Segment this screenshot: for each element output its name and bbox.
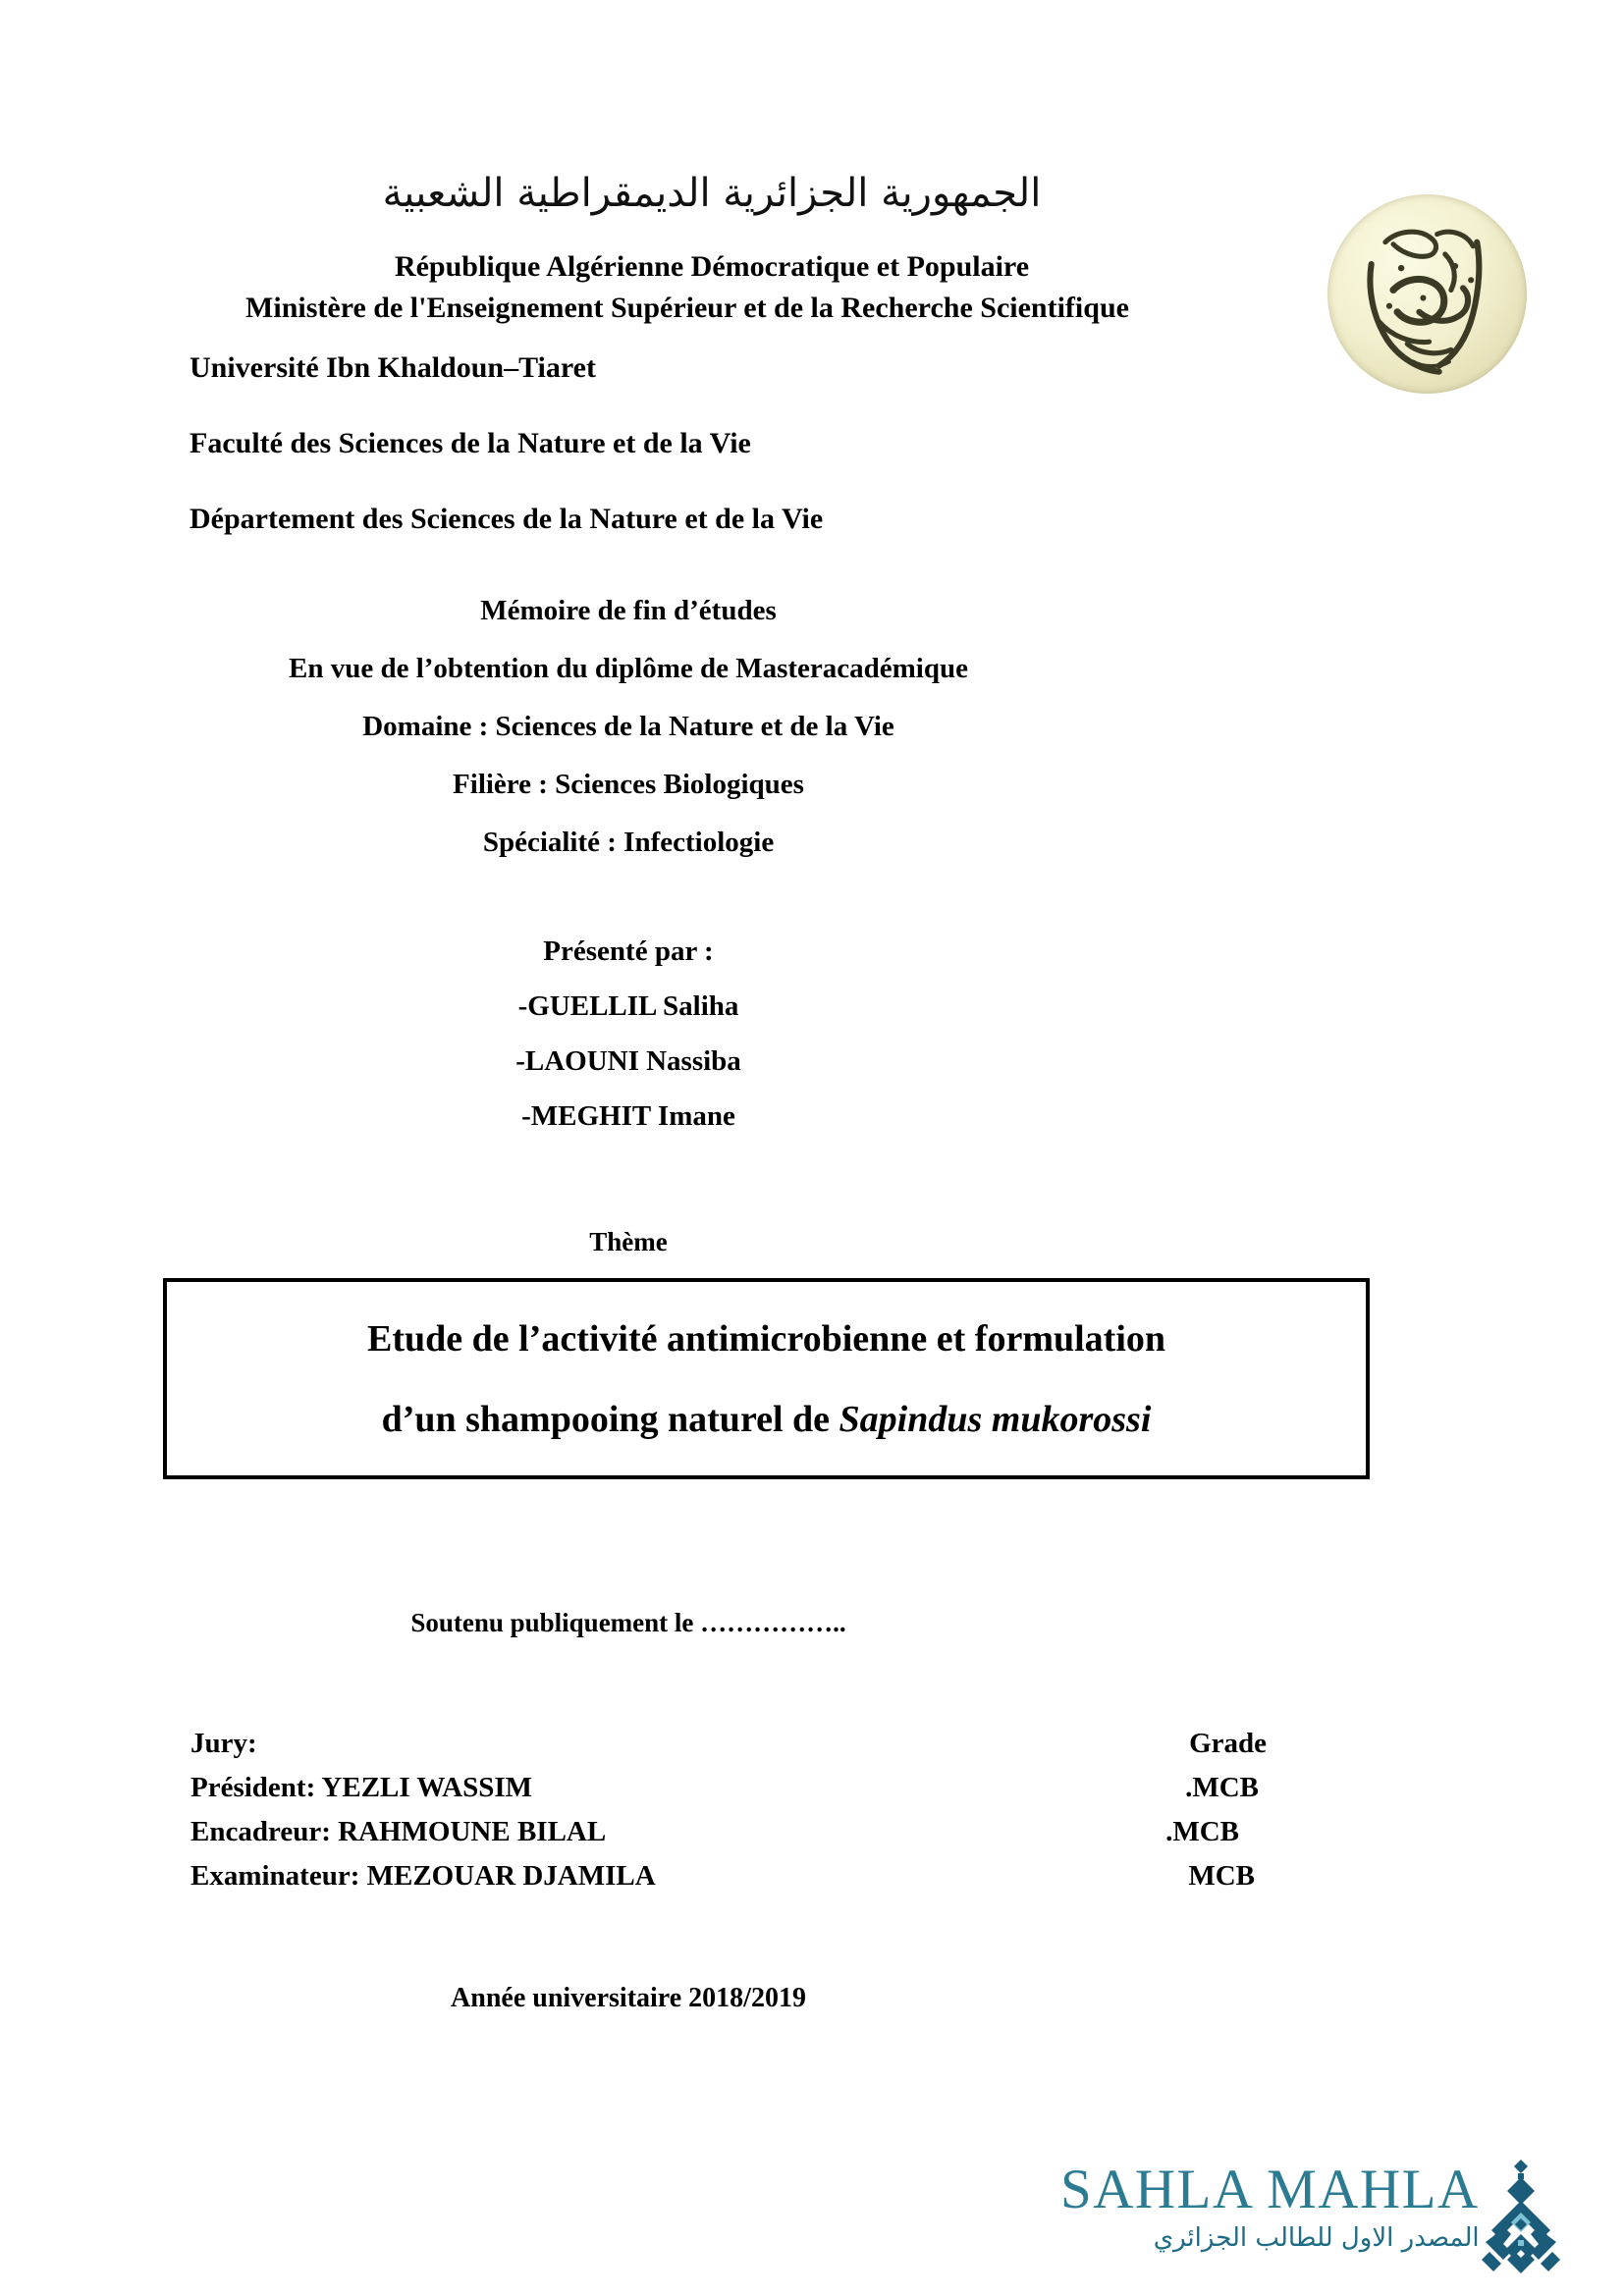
jury-row bbox=[190, 1818, 1337, 1846]
jury-header-row bbox=[190, 1730, 1337, 1758]
grade-column-header: Grade bbox=[1189, 1728, 1267, 1759]
jury-grade-encadreur: .MCB bbox=[1165, 1816, 1239, 1847]
sahla-mahla-watermark bbox=[1060, 2158, 1571, 2277]
presented-by-label: Présenté par : bbox=[543, 935, 714, 967]
jury-member-president: Président: YEZLI WASSIM bbox=[190, 1772, 533, 1803]
republic-french-heading: République Algérienne Démocratique et Populaire bbox=[394, 250, 1030, 283]
degree-filiere: Filière : Sciences Biologiques bbox=[453, 769, 804, 800]
jury-member-encadreur: Encadreur: RAHMOUNE BILAL bbox=[190, 1816, 607, 1847]
degree-specialite: Spécialité : Infectiologie bbox=[482, 827, 775, 858]
page-header bbox=[0, 0, 1624, 412]
watermark-text-group bbox=[1060, 2158, 1480, 2253]
faculty-name: Faculté des Sciences de la Nature et de la Vie bbox=[189, 427, 751, 459]
author-name-3: -MEGHIT Imane bbox=[521, 1100, 735, 1132]
author-name-2: -LAOUNI Nassiba bbox=[515, 1045, 741, 1077]
jury-row bbox=[190, 1862, 1337, 1891]
author-name-1: -GUELLIL Saliha bbox=[517, 990, 739, 1022]
institution-block bbox=[189, 353, 1368, 534]
memoir-label: Mémoire de fin d’études bbox=[480, 595, 777, 626]
department-name: Département des Sciences de la Nature et de la Vie bbox=[189, 503, 824, 535]
watermark-tagline-arabic: المصدر الاول للطالب الجزائري bbox=[1153, 2223, 1480, 2253]
authors-block bbox=[118, 937, 1139, 1131]
theme-label: Thème bbox=[589, 1227, 668, 1256]
degree-domain: Domaine : Sciences de la Nature et de la Vie bbox=[362, 711, 894, 742]
thesis-title-box bbox=[163, 1278, 1370, 1479]
thesis-title-line-1: Etude de l’activité antimicrobienne et formulation bbox=[366, 1317, 1166, 1360]
academic-year: Année universitaire 2018/2019 bbox=[451, 1983, 806, 2013]
jury-label: Jury: bbox=[190, 1728, 257, 1759]
university-name: Université Ibn Khaldoun–Tiaret bbox=[189, 351, 596, 384]
thesis-title-line-2-prefix: d’un shampooing naturel de bbox=[381, 1398, 839, 1440]
ministry-heading: Ministère de l'Enseignement Supérieur et de la Recherche Scientifique bbox=[245, 292, 1129, 324]
defense-date-line: Soutenu publiquement le …………….. bbox=[410, 1608, 846, 1637]
degree-info-block bbox=[118, 597, 1139, 857]
watermark-brand-name: SAHLA MAHLA bbox=[1060, 2159, 1480, 2220]
thesis-title-line-2 bbox=[381, 1398, 1152, 1440]
amazigh-diamond-icon bbox=[1474, 2158, 1568, 2277]
jury-grade-examinateur: MCB bbox=[1188, 1860, 1255, 1892]
degree-purpose: En vue de l’obtention du diplôme de Masteracadémique bbox=[289, 653, 968, 684]
jury-row bbox=[190, 1774, 1337, 1802]
arabic-republic-heading: الجمهورية الجزائرية الديمقراطية الشعبية bbox=[382, 171, 1042, 216]
jury-table bbox=[190, 1730, 1337, 1891]
jury-grade-president: .MCB bbox=[1185, 1772, 1259, 1803]
jury-member-examinateur: Examinateur: MEZOUAR DJAMILA bbox=[190, 1860, 656, 1892]
thesis-title-species-name: Sapindus mukorossi bbox=[839, 1398, 1152, 1440]
